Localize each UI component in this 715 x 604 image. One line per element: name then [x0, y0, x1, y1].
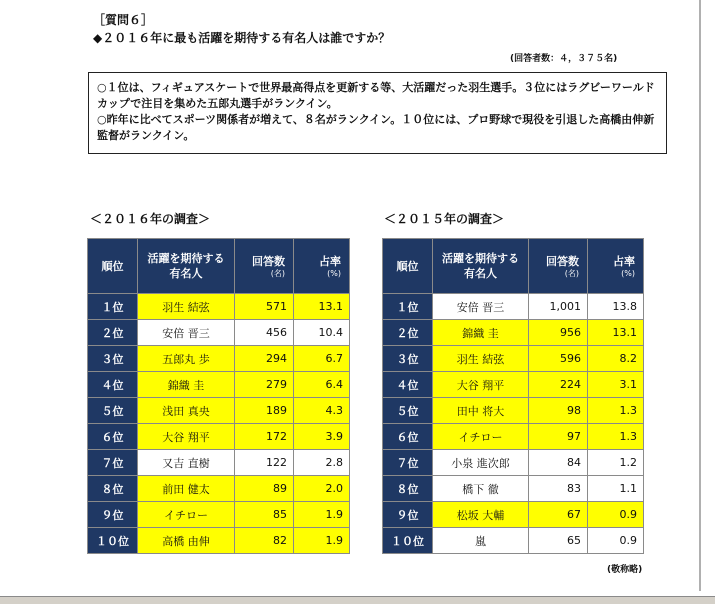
share-cell: 3.9 [294, 424, 350, 450]
col-share: 占率 (%) [588, 239, 644, 294]
summary-box [88, 72, 667, 154]
count-cell: 596 [529, 346, 588, 372]
table-row [88, 424, 350, 450]
table-row [88, 294, 350, 320]
name-cell: イチロー [433, 424, 529, 450]
count-cell: 122 [235, 450, 294, 476]
share-cell: 1.9 [294, 502, 350, 528]
rank-cell: ６位 [383, 424, 433, 450]
rank-cell: １０位 [88, 528, 138, 554]
rank-cell: ６位 [88, 424, 138, 450]
count-cell: 97 [529, 424, 588, 450]
share-cell: 0.9 [588, 502, 644, 528]
rank-cell: ９位 [383, 502, 433, 528]
col-count: 回答数 (名) [529, 239, 588, 294]
share-cell: 13.1 [588, 320, 644, 346]
rank-cell: ５位 [383, 398, 433, 424]
table-row [88, 528, 350, 554]
table-row [88, 450, 350, 476]
share-cell: 1.9 [294, 528, 350, 554]
table-row [383, 528, 644, 554]
share-cell: 1.3 [588, 398, 644, 424]
name-cell: イチロー [138, 502, 235, 528]
share-cell: 13.8 [588, 294, 644, 320]
name-cell: 安倍 晋三 [138, 320, 235, 346]
table-row [88, 372, 350, 398]
ranking-table-2016 [87, 238, 350, 554]
col-rank: 順位 [88, 239, 138, 294]
name-cell: 大谷 翔平 [433, 372, 529, 398]
ranking-table-2015 [382, 238, 644, 554]
share-cell: 1.2 [588, 450, 644, 476]
footnote: (敬称略) [607, 565, 643, 575]
count-cell: 224 [529, 372, 588, 398]
name-cell: 嵐 [433, 528, 529, 554]
share-cell: 6.4 [294, 372, 350, 398]
table-row [383, 346, 644, 372]
rank-cell: ４位 [383, 372, 433, 398]
share-cell: 6.7 [294, 346, 350, 372]
col-rank: 順位 [383, 239, 433, 294]
rank-cell: ７位 [383, 450, 433, 476]
name-cell: 羽生 結弦 [138, 294, 235, 320]
table-row [383, 476, 644, 502]
count-cell: 83 [529, 476, 588, 502]
count-cell: 294 [235, 346, 294, 372]
rank-cell: ２位 [383, 320, 433, 346]
count-cell: 89 [235, 476, 294, 502]
question-number: ［質問６］ [93, 13, 154, 27]
name-cell: 大谷 翔平 [138, 424, 235, 450]
col-count: 回答数 (名) [235, 239, 294, 294]
name-cell: 安倍 晋三 [433, 294, 529, 320]
name-cell: 田中 将大 [433, 398, 529, 424]
table-row [88, 320, 350, 346]
col-share: 占率 (%) [294, 239, 350, 294]
rank-cell: １位 [383, 294, 433, 320]
count-cell: 172 [235, 424, 294, 450]
count-cell: 84 [529, 450, 588, 476]
rank-cell: ３位 [383, 346, 433, 372]
table-row [88, 476, 350, 502]
table-row [383, 372, 644, 398]
name-cell: 又吉 直樹 [138, 450, 235, 476]
share-cell: 0.9 [588, 528, 644, 554]
count-cell: 65 [529, 528, 588, 554]
table-row [383, 450, 644, 476]
name-cell: 五郎丸 歩 [138, 346, 235, 372]
name-cell: 錦織 圭 [138, 372, 235, 398]
share-cell: 10.4 [294, 320, 350, 346]
count-cell: 67 [529, 502, 588, 528]
table-row [383, 320, 644, 346]
count-cell: 571 [235, 294, 294, 320]
name-cell: 松坂 大輔 [433, 502, 529, 528]
rank-cell: １０位 [383, 528, 433, 554]
table-row [383, 502, 644, 528]
name-cell: 羽生 結弦 [433, 346, 529, 372]
summary-line-2: ○昨年に比べてスポーツ関係者が増えて、８名がランクイン。１０位には、プロ野球で現役を引退した高橋由伸新監督がランクイン。 [97, 113, 655, 142]
count-cell: 85 [235, 502, 294, 528]
count-cell: 82 [235, 528, 294, 554]
name-cell: 高橋 由伸 [138, 528, 235, 554]
question-title: ◆２０１６年に最も活躍を期待する有名人は誰ですか？ [93, 31, 391, 45]
name-cell: 浅田 真央 [138, 398, 235, 424]
count-cell: 189 [235, 398, 294, 424]
rank-cell: ５位 [88, 398, 138, 424]
share-cell: 13.1 [294, 294, 350, 320]
summary-line-1: ○１位は、フィギュアスケートで世界最高得点を更新する等、大活躍だった羽生選手。３位にはラグビーワールドカップで注目を集めた五郎丸選手がランクイン。 [97, 81, 655, 110]
name-cell: 錦織 圭 [433, 320, 529, 346]
share-cell: 1.3 [588, 424, 644, 450]
share-cell: 1.1 [588, 476, 644, 502]
rank-cell: ２位 [88, 320, 138, 346]
rank-cell: ７位 [88, 450, 138, 476]
rank-cell: ４位 [88, 372, 138, 398]
count-cell: 456 [235, 320, 294, 346]
rank-cell: ８位 [383, 476, 433, 502]
table-row [383, 294, 644, 320]
table-row [88, 398, 350, 424]
rank-cell: ３位 [88, 346, 138, 372]
count-cell: 98 [529, 398, 588, 424]
col-name: 活躍を期待する 有名人 [433, 239, 529, 294]
name-cell: 前田 健太 [138, 476, 235, 502]
section-title-2015: ＜２０１５年の調査＞ [384, 212, 505, 226]
rank-cell: ８位 [88, 476, 138, 502]
name-cell: 橋下 徹 [433, 476, 529, 502]
name-cell: 小泉 進次郎 [433, 450, 529, 476]
respondent-count: (回答者数：４，３７５名) [510, 54, 618, 64]
count-cell: 1,001 [529, 294, 588, 320]
share-cell: 2.0 [294, 476, 350, 502]
table-row [88, 502, 350, 528]
share-cell: 4.3 [294, 398, 350, 424]
section-title-2016: ＜２０１６年の調査＞ [90, 212, 211, 226]
rank-cell: １位 [88, 294, 138, 320]
col-name: 活躍を期待する 有名人 [138, 239, 235, 294]
table-row [383, 424, 644, 450]
table-row [88, 346, 350, 372]
share-cell: 3.1 [588, 372, 644, 398]
share-cell: 2.8 [294, 450, 350, 476]
rank-cell: ９位 [88, 502, 138, 528]
share-cell: 8.2 [588, 346, 644, 372]
count-cell: 956 [529, 320, 588, 346]
table-row [383, 398, 644, 424]
count-cell: 279 [235, 372, 294, 398]
